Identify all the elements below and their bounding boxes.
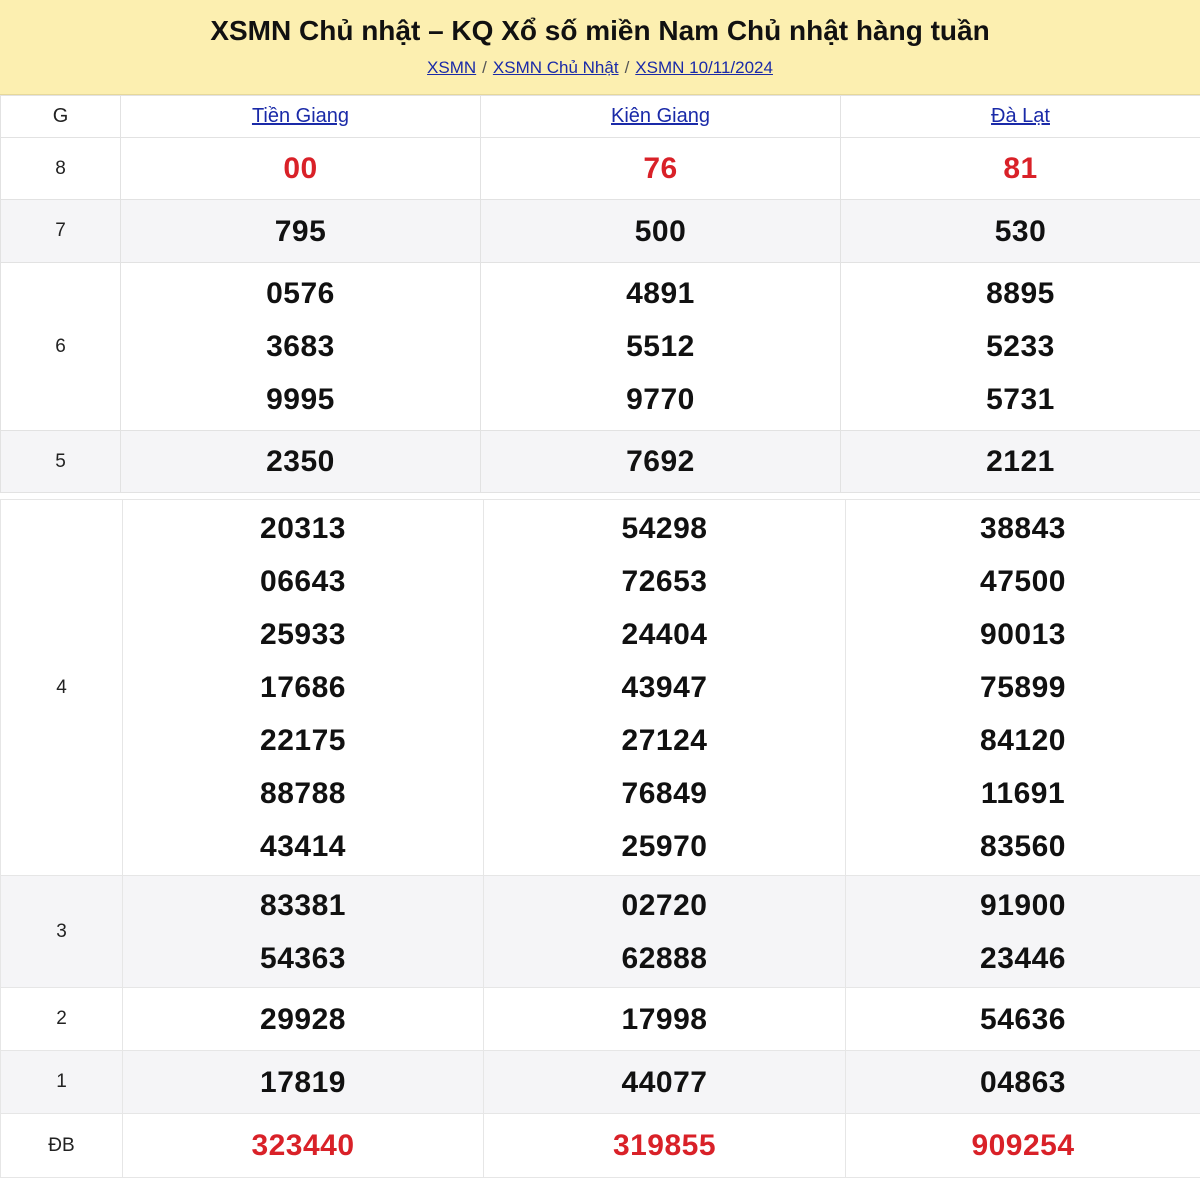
prize-number: 76849 [621, 777, 708, 810]
province-header-row [1, 96, 1200, 138]
prize-number: 62888 [621, 941, 708, 975]
province-header-kien-giang [481, 96, 841, 138]
breadcrumb-link-xsmn[interactable]: XSMN [427, 58, 477, 77]
prize-number: 47500 [980, 565, 1066, 598]
prize-number: 38843 [980, 512, 1066, 545]
province-link[interactable]: Tiền Giang [251, 105, 350, 127]
prize-number: 24404 [621, 618, 708, 651]
prize-row-1 [1, 1051, 1200, 1114]
prize-column-header: G [1, 96, 121, 138]
prize-number: 25970 [621, 830, 708, 863]
prize-number: 2350 [121, 431, 481, 493]
results-table-bottom [0, 499, 1200, 1178]
prize-number: 02720 [621, 888, 708, 922]
prize-number-special: 323440 [123, 1114, 484, 1178]
province-header-da-lat [841, 96, 1200, 138]
prize-number: 5731 [986, 383, 1055, 416]
prize-number: 75899 [980, 671, 1066, 704]
prize-number: 81 [841, 138, 1200, 200]
prize-number: 23446 [980, 941, 1066, 975]
prize-cell [481, 263, 841, 431]
prize-number: 00 [121, 138, 481, 200]
prize-label: 2 [1, 988, 123, 1051]
prize-number: 76 [481, 138, 841, 200]
prize-number: 2121 [841, 431, 1200, 493]
page-title: XSMN Chủ nhật – KQ Xổ số miền Nam Chủ nhật hàng tuần [210, 15, 990, 46]
prize-number: 0576 [266, 277, 335, 310]
prize-number: 91900 [980, 888, 1066, 922]
prize-number: 5512 [626, 330, 695, 363]
breadcrumb [0, 57, 1200, 79]
prize-row-5 [1, 431, 1200, 493]
prize-number: 54636 [846, 988, 1200, 1051]
prize-number: 54298 [621, 512, 708, 545]
breadcrumb-separator: / [482, 58, 487, 77]
prize-number: 29928 [123, 988, 484, 1051]
prize-number: 54363 [260, 941, 346, 975]
prize-number: 530 [841, 200, 1200, 263]
prize-number: 9770 [626, 383, 695, 416]
prize-number: 06643 [260, 565, 346, 598]
prize-number: 83560 [980, 830, 1066, 863]
prize-cell [846, 500, 1200, 876]
prize-cell [841, 263, 1200, 431]
breadcrumb-link-xsmn-date[interactable]: XSMN 10/11/2024 [635, 58, 773, 77]
prize-cell [123, 876, 484, 988]
prize-number: 83381 [260, 888, 346, 922]
prize-label: 1 [1, 1051, 123, 1114]
prize-number: 43947 [621, 671, 708, 704]
prize-row-3 [1, 876, 1200, 988]
prize-number: 90013 [980, 618, 1066, 651]
prize-label: 5 [1, 431, 121, 493]
prize-number: 5233 [986, 330, 1055, 363]
prize-number: 9995 [266, 383, 335, 416]
prize-row-6 [1, 263, 1200, 431]
prize-number: 17819 [123, 1051, 484, 1114]
prize-number-special: 909254 [846, 1114, 1200, 1178]
prize-number: 84120 [980, 724, 1066, 757]
prize-number: 22175 [260, 724, 346, 757]
results-table-top [0, 95, 1200, 493]
prize-cell [484, 876, 846, 988]
province-header-tien-giang [121, 96, 481, 138]
prize-label: 7 [1, 200, 121, 263]
page-header [0, 0, 1200, 95]
prize-cell [484, 500, 846, 876]
prize-row-special [1, 1114, 1200, 1178]
prize-number: 3683 [266, 330, 335, 363]
prize-number: 11691 [980, 777, 1066, 810]
prize-number: 20313 [260, 512, 346, 545]
prize-row-4 [1, 500, 1200, 876]
prize-number: 04863 [846, 1051, 1200, 1114]
prize-label: 8 [1, 138, 121, 200]
prize-cell [846, 876, 1200, 988]
prize-cell [121, 263, 481, 431]
prize-number-special: 319855 [484, 1114, 846, 1178]
province-link[interactable]: Đà Lạt [991, 105, 1050, 127]
prize-number: 8895 [986, 277, 1055, 310]
prize-cell [123, 500, 484, 876]
prize-number: 17686 [260, 671, 346, 704]
prize-number: 44077 [484, 1051, 846, 1114]
prize-row-8 [1, 138, 1200, 200]
prize-row-7 [1, 200, 1200, 263]
prize-number: 17998 [484, 988, 846, 1051]
prize-label: 3 [1, 876, 123, 988]
prize-label: ĐB [1, 1114, 123, 1178]
prize-number: 795 [121, 200, 481, 263]
province-link[interactable]: Kiên Giang [611, 105, 710, 127]
breadcrumb-link-xsmn-chu-nhat[interactable]: XSMN Chủ Nhật [492, 58, 619, 77]
prize-number: 43414 [260, 830, 346, 863]
prize-label: 6 [1, 263, 121, 431]
prize-number: 25933 [260, 618, 346, 651]
breadcrumb-separator: / [624, 58, 630, 77]
prize-number: 72653 [621, 565, 708, 598]
prize-number: 4891 [626, 277, 695, 310]
prize-number: 88788 [260, 777, 346, 810]
prize-number: 500 [481, 200, 841, 263]
prize-label: 4 [1, 500, 123, 876]
prize-number: 7692 [481, 431, 841, 493]
prize-row-2 [1, 988, 1200, 1051]
prize-number: 27124 [621, 724, 708, 757]
